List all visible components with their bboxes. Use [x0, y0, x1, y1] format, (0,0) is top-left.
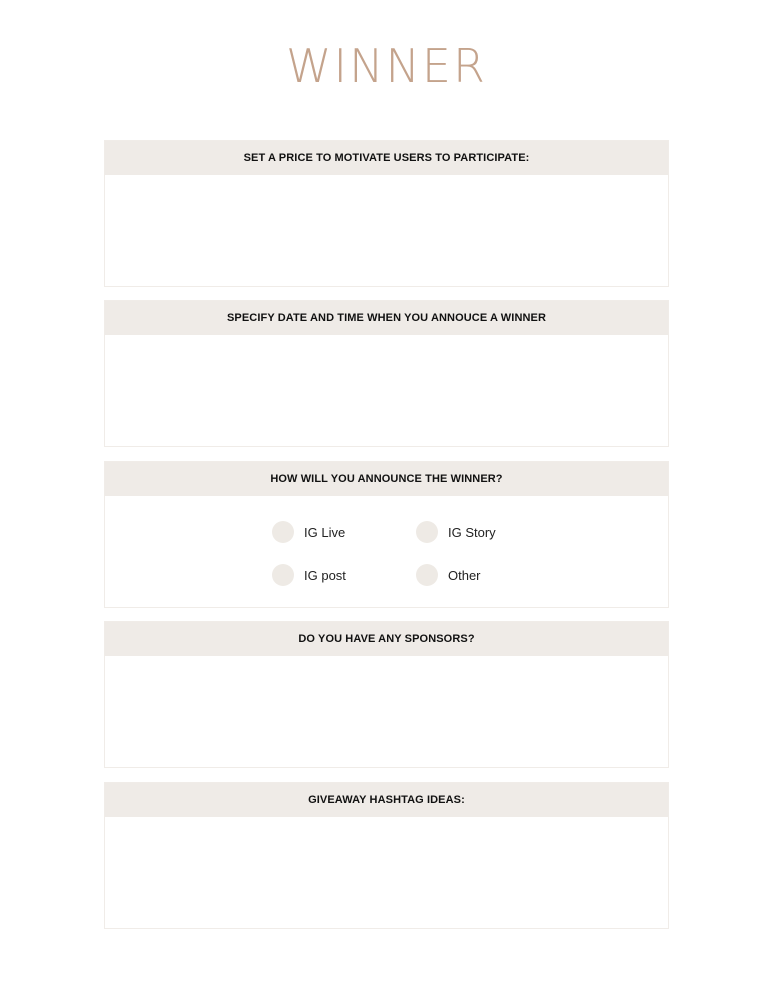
announce-method-section	[104, 461, 669, 608]
page-title: WINNER	[286, 39, 487, 93]
prize-section-heading: SET A PRICE TO MOTIVATE USERS TO PARTICIPATE:	[105, 141, 668, 175]
option-ig-story[interactable]	[416, 520, 556, 544]
sponsors-section-heading: DO YOU HAVE ANY SPONSORS?	[105, 622, 668, 656]
hashtag-input-area[interactable]	[105, 817, 668, 929]
option-ig-post[interactable]	[272, 563, 412, 587]
option-label: IG Story	[448, 524, 496, 540]
option-ig-live[interactable]	[272, 520, 412, 544]
announce-date-section	[104, 300, 669, 447]
announce-date-section-heading: SPECIFY DATE AND TIME WHEN YOU ANNOUCE A WINNER	[105, 301, 668, 335]
option-label: Other	[448, 567, 481, 583]
hashtag-section	[104, 782, 669, 929]
sponsors-section	[104, 621, 669, 768]
option-other[interactable]	[416, 563, 556, 587]
option-label: IG Live	[304, 524, 346, 540]
radio-button[interactable]	[416, 521, 438, 543]
announce-date-input-area[interactable]	[105, 335, 668, 447]
prize-section	[104, 140, 669, 287]
radio-button[interactable]	[416, 564, 438, 586]
hashtag-section-heading: GIVEAWAY HASHTAG IDEAS:	[105, 783, 668, 817]
option-label: IG post	[304, 567, 346, 583]
radio-button[interactable]	[272, 521, 294, 543]
prize-input-area[interactable]	[105, 175, 668, 287]
announce-method-section-heading: HOW WILL YOU ANNOUNCE THE WINNER?	[105, 462, 668, 496]
announce-method-options	[105, 496, 668, 608]
sponsors-input-area[interactable]	[105, 656, 668, 768]
radio-button[interactable]	[272, 564, 294, 586]
